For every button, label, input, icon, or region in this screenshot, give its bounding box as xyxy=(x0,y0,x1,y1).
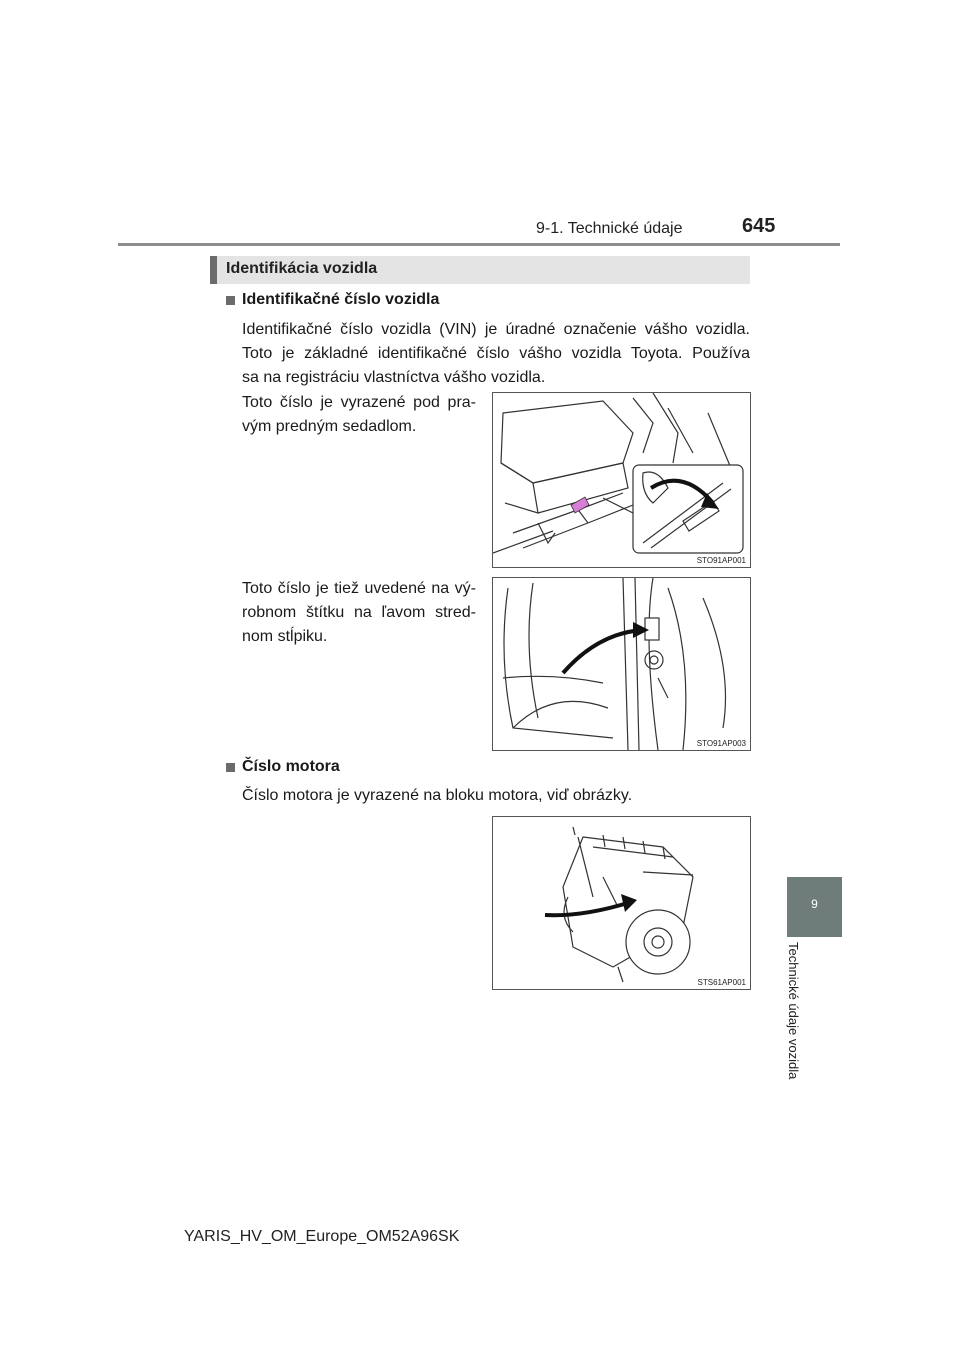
figure-code: STO91AP003 xyxy=(696,739,746,748)
bullet-square-icon xyxy=(226,296,235,305)
figure-vin-under-seat xyxy=(492,392,751,568)
seat-floor-illustration xyxy=(493,393,750,567)
footer-document-code: YARIS_HV_OM_Europe_OM52A96SK xyxy=(184,1228,460,1245)
engine-heading: Číslo motora xyxy=(242,758,340,775)
vin-heading: Identifikačné číslo vozidla xyxy=(242,291,440,308)
figure-code: STS61AP001 xyxy=(697,978,746,987)
figure-vin-b-pillar xyxy=(492,577,751,751)
figure-code: STO91AP001 xyxy=(696,556,746,565)
engine-paragraph: Číslo motora je vyrazené na bloku motora, viď obrázky. xyxy=(242,787,633,804)
chapter-side-label-wrap xyxy=(786,942,804,1112)
vin-note-under-seat xyxy=(242,391,476,439)
engine-illustration xyxy=(493,817,750,989)
chapter-number: 9 xyxy=(811,897,818,911)
chapter-tab xyxy=(787,877,842,937)
vin-note-b-pillar xyxy=(242,577,476,649)
vin-paragraph-line: sa na registráciu vlastníctva vášho vozidla. xyxy=(242,369,546,386)
page-number: 645 xyxy=(742,215,776,237)
vin-paragraph-line: Toto je základné identifikačné číslo vášho vozidla Toyota. Používa xyxy=(242,345,750,362)
vin-highlight-mark xyxy=(571,497,589,513)
arrow-icon xyxy=(563,630,643,673)
note-line: vým predným sedadlom. xyxy=(242,418,417,435)
vin-paragraph-line: Identifikačné číslo vozidla (VIN) je úradné označenie vášho vozidla. xyxy=(242,321,750,338)
running-header-section: 9-1. Technické údaje xyxy=(536,220,683,237)
section-band-bar xyxy=(210,256,217,284)
arrow-icon xyxy=(545,902,631,915)
note-line: robnom štítku na ľavom stred- xyxy=(242,604,476,621)
b-pillar-illustration xyxy=(493,578,750,750)
section-title: Identifikácia vozidla xyxy=(226,260,378,277)
vin-paragraph xyxy=(242,318,750,390)
bullet-square-icon xyxy=(226,763,235,772)
figure-engine-number xyxy=(492,816,751,990)
section-title-band xyxy=(210,256,750,284)
note-line: Toto číslo je tiež uvedené na vý- xyxy=(242,580,476,597)
chapter-side-label: Technické údaje vozidla xyxy=(786,942,801,1080)
note-line: Toto číslo je vyrazené pod pra- xyxy=(242,394,476,411)
note-line: nom stĺpiku. xyxy=(242,628,328,645)
header-rule xyxy=(118,243,840,246)
